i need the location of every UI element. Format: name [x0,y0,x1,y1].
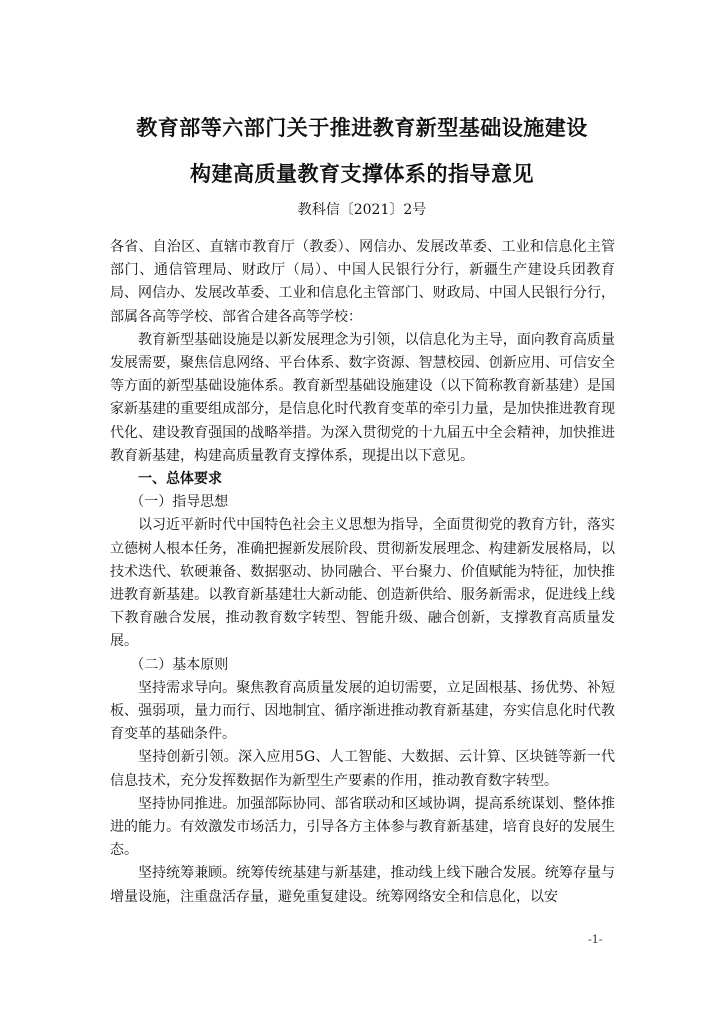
section-heading-general-requirements: 一、总体要求 [138,471,222,488]
principle-overall-planning: 坚持统筹兼顾。统筹传统基建与新基建，推动线上线下融合发展。统筹存量与增量设施，注重盘活存量，避免重复建设。统筹网络安全和信息化，以安 [110,865,615,905]
document-body [110,236,615,909]
guiding-ideology-paragraph: 以习近平新时代中国特色社会主义思想为指导，全面贯彻党的教育方针，落实立德树人根本任务，准确把握新发展阶段、贯彻新发展理念、构建新发展格局，以技术迭代、软硬兼备、数据驱动、协同融合、平台聚力、价值赋能为特征，加快推进教育新基建。以教育新基建壮大新动能、创造新供给、服务新需求，促进线上线下教育融合发展，推动教育数字转型、智能升级、融合创新，支撑教育高质量发展。 [110,517,615,650]
principle-coordinated: 坚持协同推进。加强部际协同、部省联动和区域协调，提高系统谋划、整体推进的能力。有效激发市场活力，引导各方主体参与教育新基建，培育良好的发展生态。 [110,795,615,859]
document-number: 教科信〔2021〕2号 [297,202,427,218]
intro-paragraph: 教育新型基础设施是以新发展理念为引领，以信息化为主导，面向教育高质量发展需要，聚焦信息网络、平台体系、数字资源、智慧校园、创新应用、可信安全等方面的新型基础设施体系。教育新型基础设施建设（以下简称教育新基建）是国家新基建的重要组成部分，是信息化时代教育变革的牵引力量，是加快推进教育现代化、建设教育强国的战略举措。为深入贯彻党的十九届五中全会精神，加快推进教育新基建，构建高质量教育支撑体系，现提出以下意见。 [110,331,615,464]
subsection-heading-guiding-ideology: （一）指导思想 [130,494,229,511]
subsection-heading-basic-principles: （二）基本原则 [130,656,229,673]
addressees-paragraph: 各省、自治区、直辖市教育厅（教委）、网信办、发展改革委、工业和信息化主管部门、通信管理局、财政厅（局）、中国人民银行分行，新疆生产建设兵团教育局、网信办、发展改革委、工业和信息化主管部门、财政局、中国人民银行分行，部属各高等学校、部省合建各高等学校： [110,239,615,325]
document-title-line2: 构建高质量教育支撑体系的指导意见 [190,162,534,186]
principle-innovation-led: 坚持创新引领。深入应用5G、人工智能、大数据、云计算、区块链等新一代信息技术，充分发挥数据作为新型生产要素的作用，推动教育数字转型。 [110,749,615,789]
page-number: -1- [588,933,603,946]
document-title-line1: 教育部等六部门关于推进教育新型基础设施建设 [136,116,588,140]
principle-demand-oriented: 坚持需求导向。聚焦教育高质量发展的迫切需要，立足固根基、扬优势、补短板、强弱项，量力而行、因地制宜、循序渐进推动教育新基建，夯实信息化时代教育变革的基础条件。 [110,679,615,743]
